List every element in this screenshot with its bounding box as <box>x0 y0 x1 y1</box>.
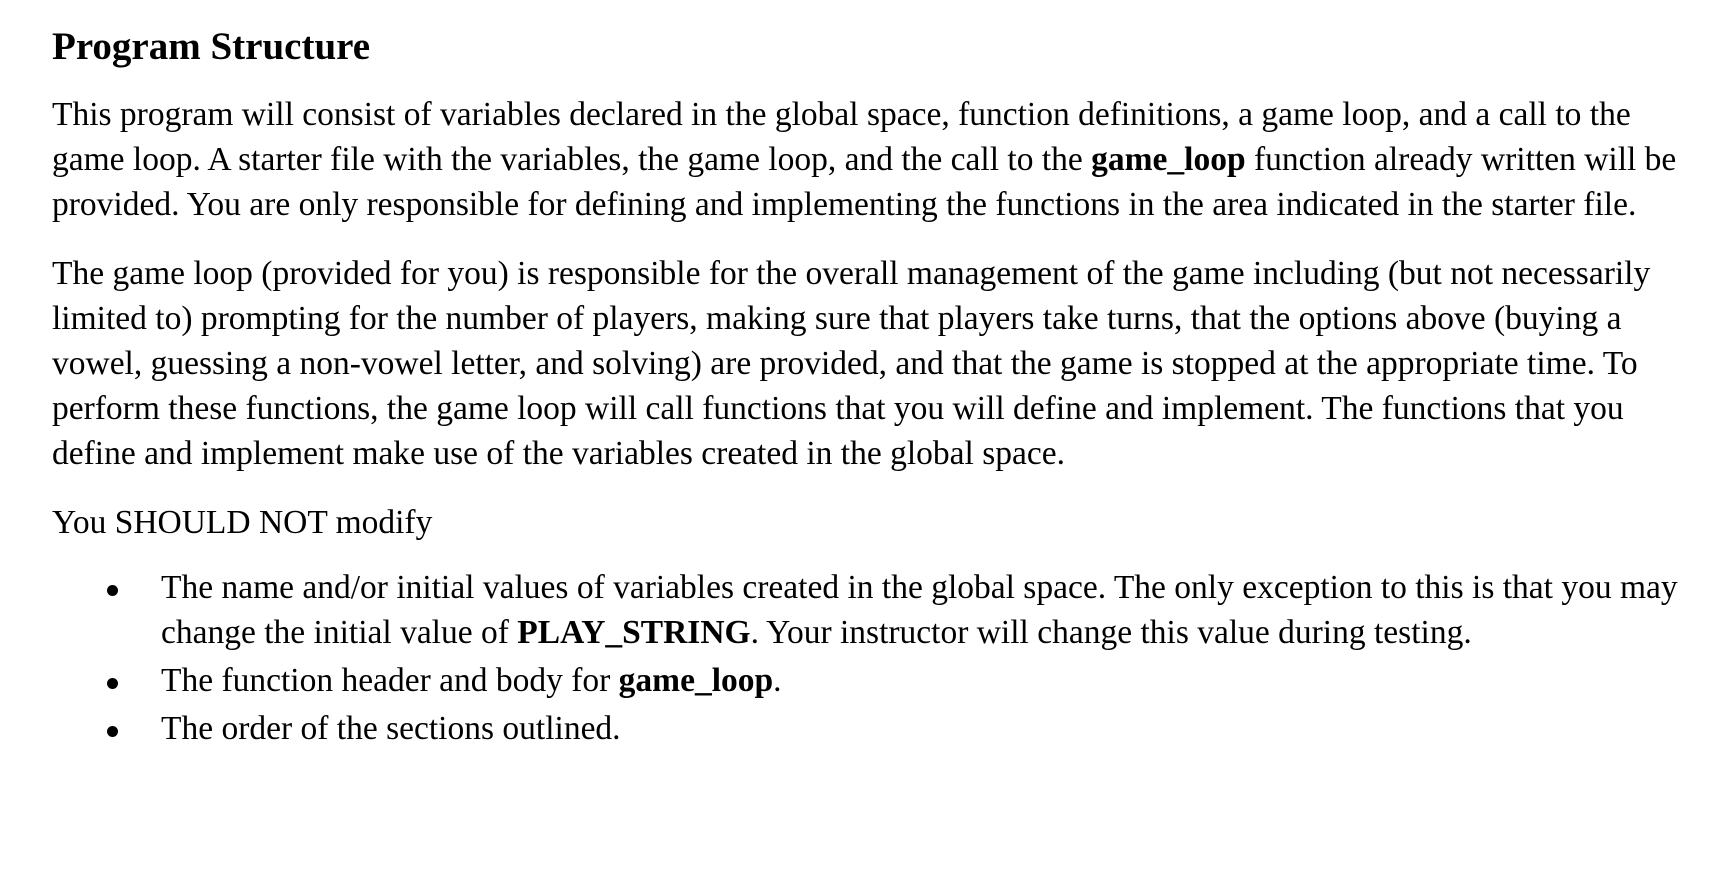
list-item-text-continued: . Your instructor will change this value during testing. <box>750 614 1472 651</box>
intro-text: This program will consist of variables declared in the global space, function definitions, a game loop, and a call to the game loop. A starter file with the variables, the game loop, and the call to the <box>52 96 1631 178</box>
bullet-icon <box>107 726 118 737</box>
list-item-text-continued: . <box>773 662 782 699</box>
should-not-modify-paragraph: You SHOULD NOT modify <box>52 504 433 541</box>
section-heading: Program Structure <box>52 25 371 68</box>
play-string-term: PLAY_STRING <box>517 614 751 651</box>
document-page <box>52 20 1692 754</box>
list-item <box>161 658 1692 703</box>
bullet-icon <box>107 585 118 596</box>
intro-text-continued: function already written will be provided. You are only responsible for defining and implementing the functions in the area indicated in the starter file. <box>52 141 1677 223</box>
list-item-text: The order of the sections outlined. <box>161 710 621 747</box>
list-item-text: The name and/or initial values of variables created in the global space. The only exception to this is that you may change the initial value of <box>161 569 1678 651</box>
list-item <box>161 706 1692 751</box>
game-loop-term: game_loop <box>1091 141 1246 178</box>
restriction-list <box>52 565 1692 751</box>
game-loop-term: game_loop <box>618 662 774 699</box>
list-item <box>161 565 1692 655</box>
list-item-text: The function header and body for <box>161 662 619 699</box>
game-loop-paragraph: The game loop (provided for you) is responsible for the overall management of the game including (but not necessarily limited to) prompting for the number of players, making sure that players take turns, that the options above (buying a vowel, guessing a non-vowel letter, and solving) are provided, and that the game is stopped at the appropriate time. To perform these functions, the game loop will call functions that you will define and implement. The functions that you define and implement make use of the variables created in the global space. <box>52 255 1651 472</box>
intro-paragraph <box>52 92 1692 227</box>
bullet-icon <box>107 678 118 689</box>
